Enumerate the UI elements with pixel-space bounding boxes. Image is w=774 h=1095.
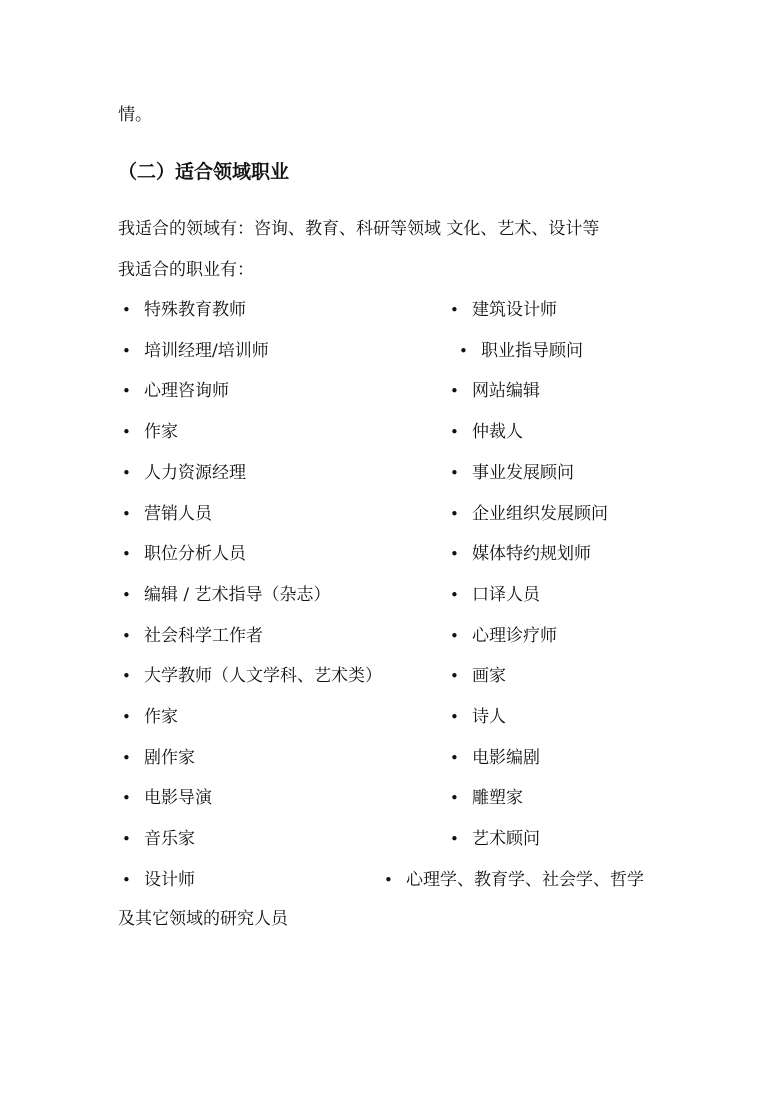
bullet-icon: • (122, 627, 131, 645)
list-item-label: 营销人员 (144, 504, 212, 524)
section-heading: （二）适合领域职业 (118, 161, 290, 183)
list-item-label: 心理学、教育学、社会学、哲学 (406, 870, 644, 890)
list-item (122, 625, 263, 647)
list-item-label: 作家 (144, 707, 178, 727)
list-item (122, 747, 195, 769)
list-item (122, 340, 269, 362)
list-item (122, 503, 212, 525)
list-item (450, 665, 506, 687)
list-item-label: 艺术顾问 (472, 829, 540, 849)
bullet-icon: • (122, 423, 131, 441)
list-item-label: 作家 (144, 422, 178, 442)
bullet-icon: • (450, 667, 459, 685)
bullet-icon: • (122, 382, 131, 400)
list-item (450, 299, 557, 321)
bullet-icon: • (450, 586, 459, 604)
last-line: 及其它领域的研究人员 (118, 909, 288, 929)
list-item (450, 747, 540, 769)
bullet-icon: • (122, 749, 131, 767)
list-item (450, 625, 557, 647)
list-item-label: 大学教师（人文学科、艺术类） (144, 666, 382, 686)
list-item-label: 画家 (472, 666, 506, 686)
list-item-label: 网站编辑 (472, 381, 540, 401)
bullet-icon: • (384, 871, 393, 889)
list-item-label: 培训经理/培训师 (144, 341, 269, 361)
list-item (122, 380, 229, 402)
bullet-icon: • (450, 708, 459, 726)
bullet-icon: • (122, 708, 131, 726)
list-item-label: 职业指导顾问 (481, 341, 583, 361)
list-item (450, 421, 523, 443)
bullet-icon: • (122, 505, 131, 523)
list-item-label: 建筑设计师 (472, 300, 557, 320)
list-item-label: 雕塑家 (472, 788, 523, 808)
list-item (122, 869, 195, 891)
list-item-label: 心理咨询师 (144, 381, 229, 401)
list-item-label: 口译人员 (472, 585, 540, 605)
list-item (384, 869, 644, 891)
list-item-label: 诗人 (472, 707, 506, 727)
list-item-label: 特殊教育教师 (144, 300, 246, 320)
list-item-label: 音乐家 (144, 829, 195, 849)
list-item (122, 706, 178, 728)
list-item-label: 事业发展顾问 (472, 463, 574, 483)
list-item (122, 828, 195, 850)
bullet-icon: • (450, 382, 459, 400)
bullet-icon: • (122, 586, 131, 604)
list-item (450, 462, 574, 484)
list-item (122, 787, 212, 809)
bullet-icon: • (122, 342, 131, 360)
list-item-label: 电影编剧 (472, 748, 540, 768)
list-item-label: 编辑 / 艺术指导（杂志） (144, 585, 331, 605)
carry-over-text: 情。 (118, 105, 152, 125)
bullet-icon: • (122, 830, 131, 848)
list-item-label: 心理诊疗师 (472, 626, 557, 646)
list-item (450, 584, 540, 606)
list-item (450, 503, 608, 525)
bullet-icon: • (450, 505, 459, 523)
bullet-icon: • (450, 627, 459, 645)
careers-intro: 我适合的职业有： (118, 260, 254, 280)
list-item-label: 剧作家 (144, 748, 195, 768)
list-item (450, 828, 540, 850)
bullet-icon: • (450, 830, 459, 848)
bullet-icon: • (450, 789, 459, 807)
bullet-icon: • (122, 464, 131, 482)
list-item-label: 媒体特约规划师 (472, 544, 591, 564)
bullet-icon: • (122, 789, 131, 807)
bullet-icon: • (122, 667, 131, 685)
bullet-icon: • (450, 749, 459, 767)
list-item-label: 人力资源经理 (144, 463, 246, 483)
bullet-icon: • (450, 423, 459, 441)
list-item (450, 787, 523, 809)
bullet-icon: • (450, 545, 459, 563)
list-item (450, 706, 506, 728)
list-item (459, 340, 583, 362)
list-item (122, 543, 246, 565)
list-item (122, 584, 331, 606)
list-item-label: 仲裁人 (472, 422, 523, 442)
bullet-icon: • (450, 464, 459, 482)
list-item (122, 665, 382, 687)
bullet-icon: • (122, 301, 131, 319)
list-item-label: 设计师 (144, 870, 195, 890)
bullet-icon: • (450, 301, 459, 319)
list-item (122, 299, 246, 321)
bullet-icon: • (122, 871, 131, 889)
list-item (122, 462, 246, 484)
list-item-label: 企业组织发展顾问 (472, 504, 608, 524)
list-item (450, 543, 591, 565)
list-item-label: 电影导演 (144, 788, 212, 808)
list-item-label: 职位分析人员 (144, 544, 246, 564)
list-item (122, 421, 178, 443)
bullet-icon: • (122, 545, 131, 563)
bullet-icon: • (459, 342, 468, 360)
fields-line: 我适合的领域有：咨询、教育、科研等领域 文化、艺术、设计等 (118, 219, 600, 239)
list-item-label: 社会科学工作者 (144, 626, 263, 646)
list-item (450, 380, 540, 402)
